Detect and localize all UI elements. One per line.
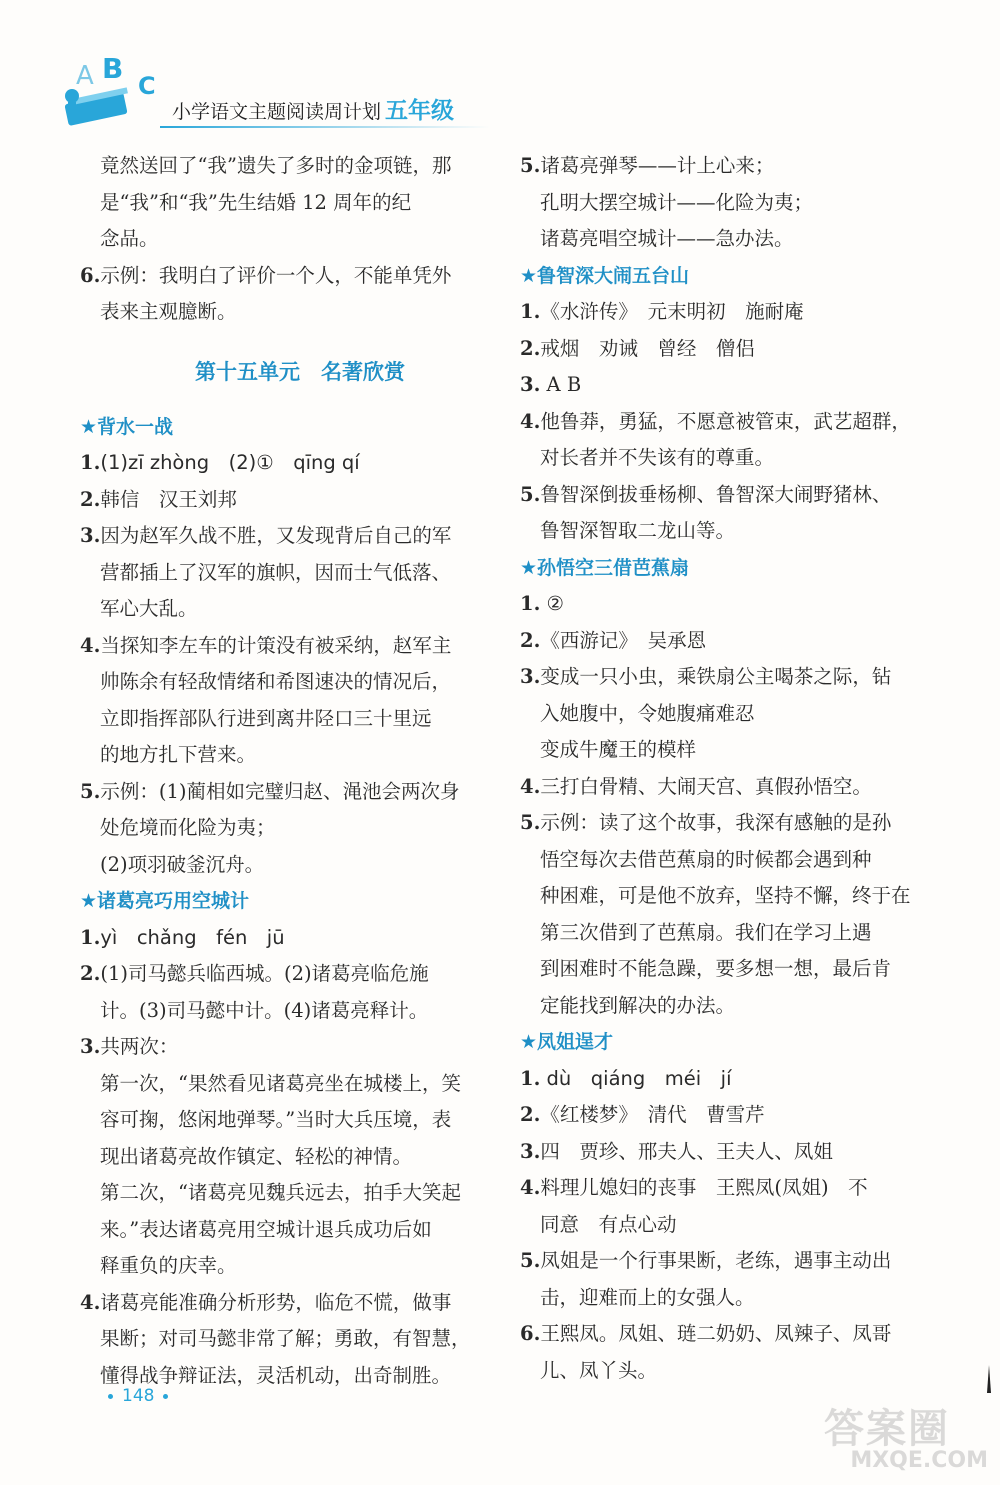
- answer-line: 变成牛魔王的模样: [540, 738, 697, 761]
- item-number: 2.: [80, 487, 101, 511]
- answer-line: 果断；对司马懿非常了解；勇敢，有智慧，: [100, 1327, 471, 1350]
- item-number: 4.: [520, 1176, 541, 1199]
- page-number: 148: [122, 1386, 155, 1406]
- answer-item: [520, 1097, 940, 1134]
- answer-item: [520, 1061, 940, 1098]
- answer-line: 表来主观臆断。: [100, 300, 237, 323]
- item-text: 示例：(1)蔺相如完璧归赵、渑池会两次身: [100, 779, 460, 803]
- answer-line: 孔明大摆空城计——化险为夷；: [540, 190, 814, 214]
- item-text: yì chǎng fén jū: [100, 925, 285, 949]
- answer-item: [80, 774, 500, 811]
- item-text: 王熙凤。凤姐、琏二奶奶、凤辣子、凤哥: [540, 1322, 892, 1345]
- answer-item: [520, 805, 940, 842]
- answer-line: 定能找到解决的办法。: [540, 993, 736, 1017]
- item-text: 凤姐是一个行事果断，老练，遇事主动出: [540, 1249, 892, 1272]
- grade-label: 五年级: [385, 98, 455, 124]
- watermark-brand: 答案圈: [824, 1406, 950, 1452]
- item-number: 2.: [520, 336, 541, 360]
- item-text: 因为赵军久战不胜，又发现背后自己的军: [100, 524, 452, 547]
- item-number: 4.: [520, 409, 541, 433]
- item-number: 3.: [520, 665, 541, 688]
- item-text: 戒烟 劝诫 曾经 僧侣: [540, 336, 755, 360]
- answer-line: 击，迎难而上的女强人。: [540, 1285, 755, 1309]
- item-number: 5.: [80, 779, 101, 803]
- book-title: [172, 92, 454, 125]
- item-number: 4.: [520, 774, 541, 798]
- item-text: 鲁智深倒拔垂杨柳、鲁智深大闹野猪林、: [540, 482, 892, 506]
- item-text: 示例：我明白了评价一个人，不能单凭外: [100, 263, 452, 287]
- svg-text:A: A: [76, 61, 94, 91]
- logo-letter-b: B: [102, 52, 124, 85]
- answer-line: 种困难，可是他不放弃，坚持不懈，终于在: [540, 884, 911, 907]
- answer-item: [520, 477, 940, 514]
- answer-line: 悟空每次去借芭蕉扇的时候都会遇到种: [540, 847, 872, 871]
- item-text: 《水浒传》 元末明初 施耐庵: [540, 300, 804, 323]
- answer-item: [80, 628, 500, 665]
- answer-item: [520, 769, 940, 806]
- answer-line: 是“我”和“我”先生结婚 12 周年的纪: [100, 190, 412, 214]
- item-number: 6.: [520, 1322, 541, 1345]
- item-number: 1.: [520, 300, 541, 323]
- answer-item: [520, 1170, 940, 1207]
- answer-item: [520, 659, 940, 696]
- answer-item: [80, 920, 500, 957]
- answer-item: [80, 1285, 500, 1322]
- section-heading: ★诸葛亮巧用空城计: [80, 890, 250, 912]
- item-number: 2.: [80, 962, 101, 985]
- section-heading: ★背水一战: [80, 415, 174, 438]
- answer-line: 儿、凤丫头。: [540, 1358, 658, 1382]
- item-text: 四 贾珍、邢夫人、王夫人、凤姐: [540, 1139, 833, 1163]
- answer-line: 到困难时不能急躁，要多想一想，最后肯: [540, 957, 892, 980]
- item-text: 当探知李左车的计策没有被采纳，赵军主: [100, 633, 452, 657]
- footer-dot-left: [108, 1394, 113, 1399]
- answer-line: 军心大乱。: [100, 597, 198, 620]
- answer-item: [520, 586, 940, 623]
- answer-line: 鲁智深智取二龙山等。: [540, 519, 736, 542]
- answer-line: 容可掬，悠闲地弹琴。”当时大兵压境，表: [100, 1108, 452, 1131]
- item-number: 3.: [80, 1035, 101, 1058]
- item-text: dù qiáng méi jí: [540, 1066, 732, 1090]
- answer-line: 营都插上了汉军的旗帜，因而士气低落、: [100, 560, 452, 584]
- answer-item: [80, 956, 500, 993]
- item-text: (1)zī zhòng (2)① qīng qí: [100, 451, 360, 474]
- answer-item: [520, 404, 940, 441]
- header-rule: [160, 126, 490, 128]
- item-number: 5.: [520, 482, 541, 506]
- answer-line: 来。”表达诸葛亮用空城计退兵成功后如: [100, 1217, 432, 1241]
- footer-dot-right: [163, 1394, 168, 1399]
- section-heading: ★凤姐逞才: [520, 1031, 614, 1053]
- answer-line: 第三次借到了芭蕉扇。我们在学习上遇: [540, 920, 872, 944]
- item-text: A B: [540, 373, 582, 396]
- answer-line: 懂得战争辩证法，灵活机动，出奇制胜。: [100, 1363, 452, 1387]
- unit-heading: 第十五单元 名著欣赏: [195, 359, 405, 384]
- answer-line: 的地方扎下营来。: [100, 743, 257, 766]
- section-heading: ★鲁智深大闹五台山: [520, 264, 690, 287]
- answer-item: [80, 518, 500, 555]
- answer-line: (2)项羽破釜沉舟。: [100, 852, 265, 876]
- item-text: 共两次：: [100, 1035, 179, 1058]
- item-text: 他鲁莽，勇猛，不愿意被管束，武艺超群，: [540, 409, 911, 433]
- answer-line: 竟然送回了“我”遗失了多时的金项链，那: [100, 154, 452, 177]
- answer-item: [520, 331, 940, 368]
- answer-line: 处危境而化险为夷；: [100, 816, 276, 839]
- item-number: 3.: [520, 373, 541, 396]
- answer-item: [520, 1134, 940, 1171]
- item-text: 《红楼梦》 清代 曹雪芹: [540, 1103, 765, 1126]
- item-text: 变成一只小虫，乘铁扇公主喝茶之际，钻: [540, 665, 892, 688]
- answer-item: [520, 367, 940, 404]
- answer-item: [520, 294, 940, 331]
- answer-line: 对长者并不失该有的尊重。: [540, 446, 775, 469]
- page-footer: [108, 1386, 168, 1406]
- logo-letter-c: C: [138, 72, 156, 100]
- item-number: 3.: [520, 1139, 541, 1163]
- answer-line: 第二次，“诸葛亮见魏兵远去，拍手大笑起: [100, 1181, 461, 1204]
- series-title: 小学语文主题阅读周计划: [172, 101, 382, 123]
- answer-item: [520, 148, 940, 185]
- item-number: 5.: [520, 811, 541, 834]
- item-number: 2.: [520, 628, 541, 652]
- answer-item: [520, 1243, 940, 1280]
- item-number: 4.: [80, 633, 101, 657]
- watermark: [802, 1379, 992, 1479]
- item-text: (1)司马懿兵临西城。(2)诸葛亮临危施: [100, 962, 429, 985]
- answer-item: [80, 482, 500, 519]
- right-column: [520, 148, 940, 1389]
- item-number: 1.: [520, 592, 541, 615]
- item-number: 1.: [80, 451, 101, 474]
- section-heading: ★孙悟空三借芭蕉扇: [520, 556, 690, 579]
- item-number: 1.: [520, 1066, 541, 1090]
- item-text: ②: [540, 592, 565, 615]
- item-number: 1.: [80, 925, 101, 949]
- item-text: 诸葛亮能准确分析形势，临危不慌，做事: [100, 1290, 452, 1314]
- answer-line: 诸葛亮唱空城计——急办法。: [540, 227, 794, 250]
- item-text: 示例：读了这个故事，我深有感触的是孙: [540, 811, 892, 834]
- item-text: 诸葛亮弹琴——计上心来；: [540, 154, 775, 177]
- answer-item: [520, 1316, 940, 1353]
- answer-line: 念品。: [100, 227, 159, 250]
- answer-line: 帅陈余有轻敌情绪和希图速决的情况后，: [100, 670, 452, 693]
- item-text: 《西游记》 吴承恩: [540, 628, 707, 652]
- answer-line: 释重负的庆幸。: [100, 1254, 237, 1277]
- watermark-url: MXQE.COM: [850, 1448, 988, 1473]
- answer-item: [520, 623, 940, 660]
- item-text: 三打白骨精、大闹天宫、真假孙悟空。: [540, 774, 872, 798]
- item-number: 5.: [520, 154, 541, 177]
- item-number: 4.: [80, 1290, 101, 1314]
- answer-line: 立即指挥部队行进到离井陉口三十里远: [100, 706, 432, 730]
- answer-item: [80, 1029, 500, 1066]
- item-number: 2.: [520, 1103, 541, 1126]
- item-text: 料理儿媳妇的丧事 王熙凤(凤姐) 不: [540, 1176, 868, 1199]
- answer-line: 计。(3)司马懿中计。(4)诸葛亮释计。: [100, 998, 429, 1022]
- answer-line: 第一次，“果然看见诸葛亮坐在城楼上，笑: [100, 1071, 461, 1095]
- item-number: 6.: [80, 263, 101, 287]
- abc-logo: [58, 50, 168, 130]
- left-column: [80, 148, 500, 1394]
- answer-line: 现出诸葛亮故作镇定、轻松的神情。: [100, 1144, 413, 1168]
- item-text: 韩信 汉王刘邦: [100, 487, 237, 511]
- answer-item: [80, 445, 500, 482]
- item-number: 3.: [80, 524, 101, 547]
- answer-item: [80, 258, 500, 295]
- answer-line: 入她腹中，令她腹痛难忍: [540, 701, 755, 725]
- answer-line: 同意 有点心动: [540, 1212, 677, 1236]
- item-number: 5.: [520, 1249, 541, 1272]
